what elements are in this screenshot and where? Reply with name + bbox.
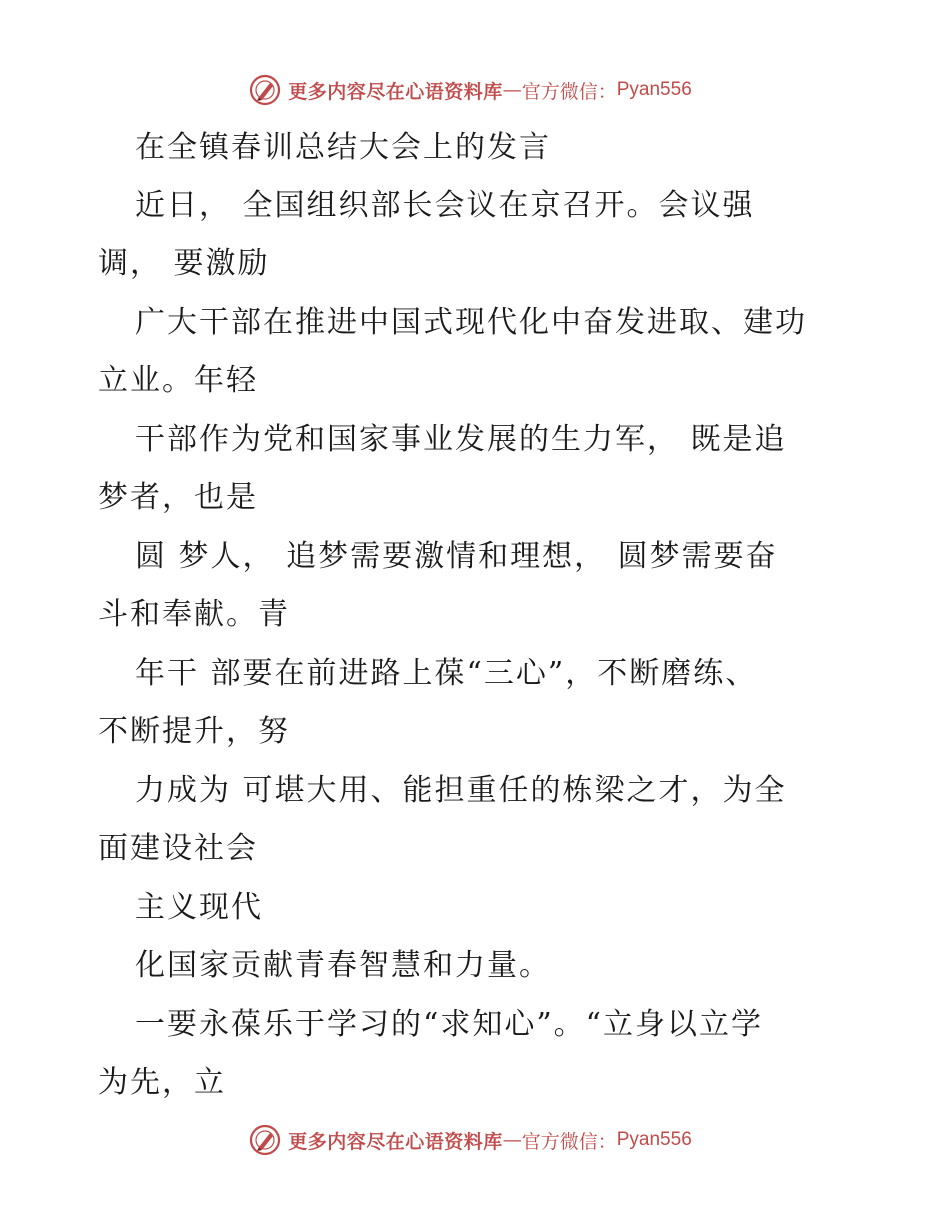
watermark-group (248, 1123, 692, 1157)
paragraph-line: 为先，立 (98, 1065, 226, 1100)
watermark-separator: — (502, 79, 522, 101)
paragraph-line: 立业。年轻 (98, 363, 258, 398)
pen-nib-circle-icon (248, 1123, 282, 1157)
watermark-account: Pyan556 (616, 1129, 692, 1150)
paragraph-line: 不断提升，努 (98, 714, 290, 749)
paragraph-line: 一要永葆乐于学习的“求知心”。“立身以立学 (135, 1007, 764, 1042)
watermark-group (248, 73, 692, 107)
paragraph-line: 干部作为党和国家事业发展的生力军， 既是追 (135, 422, 787, 457)
paragraph-line: 调， 要激励 (98, 246, 270, 281)
paragraph-line: 梦者，也是 (98, 480, 258, 515)
watermark-official-label: 官方微信： (521, 1130, 617, 1153)
paragraph-line: 近日， 全国组织部长会议在京召开。会议强 (135, 188, 755, 223)
paragraph-line: 主义现代 (135, 890, 263, 925)
document-title: 在全镇春训总结大会上的发言 (135, 130, 551, 165)
paragraph-line: 力成为 可堪大用、能担重任的栋梁之才，为全 (135, 773, 787, 808)
paragraph-line: 面建设社会 (98, 831, 258, 866)
paragraph-line: 广大干部在推进中国式现代化中奋发进取、建功 (135, 305, 807, 340)
watermark-text: 更多内容尽在心语资料库 (288, 1130, 503, 1153)
watermark-text: 更多内容尽在心语资料库 (288, 80, 503, 103)
watermark-banner-bottom (0, 1120, 950, 1160)
watermark-separator: — (502, 1129, 522, 1151)
pen-nib-circle-icon (248, 73, 282, 107)
paragraph-line: 年干 部要在前进路上葆“三心”，不断磨练、 (135, 656, 758, 691)
paragraph-line: 斗和奉献。青 (98, 597, 290, 632)
paragraph-line: 化国家贡献青春智慧和力量。 (135, 948, 551, 983)
watermark-account: Pyan556 (616, 79, 692, 100)
paragraph-line: 圆 梦人， 追梦需要激情和理想， 圆梦需要奋 (135, 539, 778, 574)
watermark-official-label: 官方微信： (521, 80, 617, 103)
watermark-banner-top (0, 70, 950, 110)
